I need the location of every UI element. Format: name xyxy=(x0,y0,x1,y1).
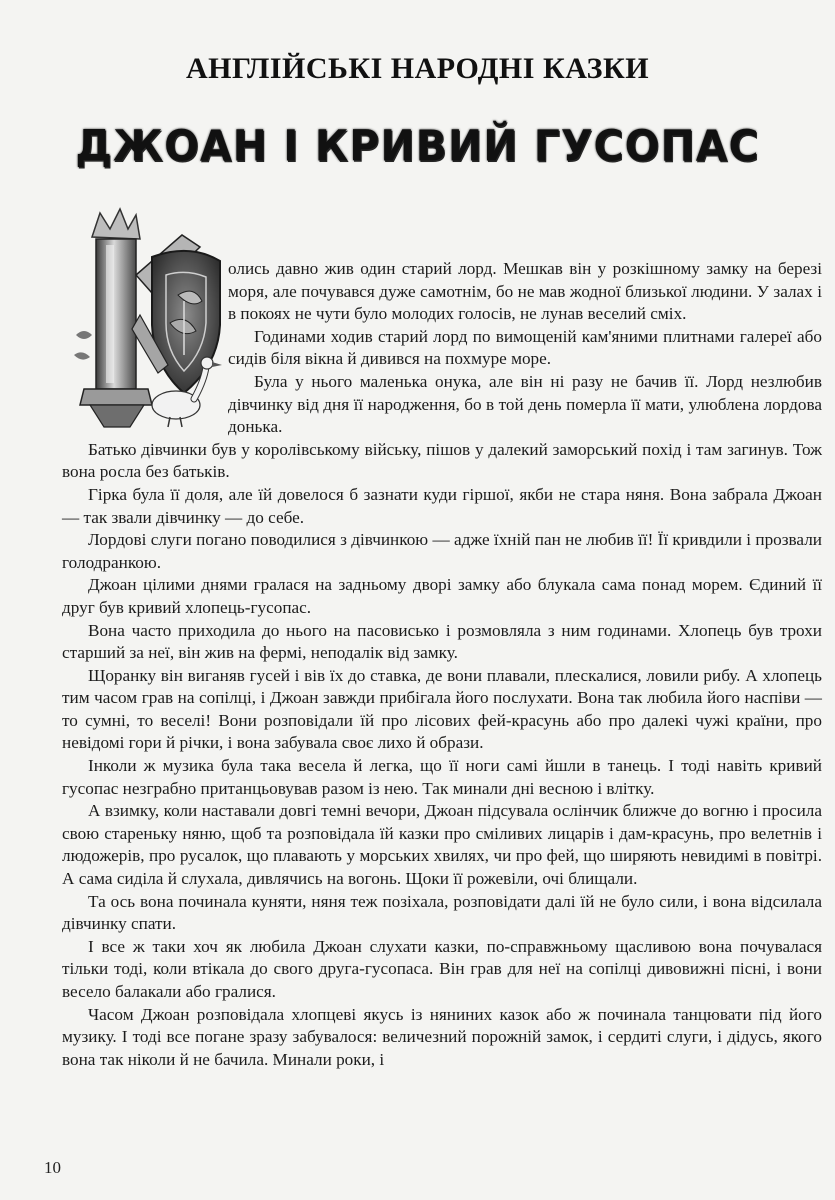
paragraph: олись давно жив один старий лорд. Мешкав він у розкішному замку на березі моря, але почувався дуже самотнім, бо не мав жодної близької людини. У залах і в покоях не чути було молодих голосів, не лунав веселий сміх. xyxy=(228,259,822,324)
paragraph: Годинами ходив старий лорд по вимощеній кам'яними плитнами галереї або сидів біля вікна й дивився на похмуре море. xyxy=(228,326,822,369)
paragraph: Щоранку він виганяв гусей і вів їх до ставка, де вони плавали, плескалися, ловили рибу. А хлопець тим часом грав на сопілці, і Джоан завжди прибігала його послухати. Вона так любила його наспіви — то сумні, то веселі! Вони розповідали їй про лісових фей-красунь або про далекі чужі країни, про невідомі гори й річки, і вона забувала своє лихо й образи. xyxy=(62,665,822,753)
section-title: АНГЛІЙСЬКІ НАРОДНІ КАЗКИ xyxy=(185,52,650,85)
paragraph: Батько дівчинки був у королівському війську, пішов у далекий заморський похід і там загинув. Тож вона росла без батьків. xyxy=(62,439,822,482)
paragraph: Та ось вона починала куняти, няня теж позіхала, розповідати далі їй не було сили, і вона відсилала дівчинку спати. xyxy=(62,891,822,934)
paragraph: Лордові слуги погано поводилися з дівчинкою — адже їхній пан не любив її! Її кривдили і прозвали голодранкою. xyxy=(62,530,822,572)
story-title: ДЖОАН І КРИВИЙ ГУСОПАС xyxy=(75,120,760,172)
paragraph: Інколи ж музика була така весела й легка, що її ноги самі йшли в танець. І тоді навіть кривий гусопас незграбно пританцьовував разом із нею. Так минали дні весною і влітку. xyxy=(62,756,822,798)
paragraph: Джоан цілими днями гралася на задньому дворі замку або блукала сама понад морем. Єдиний її друг був кривий хлопець-гусопас. xyxy=(62,575,822,617)
story-body xyxy=(62,258,822,1071)
paragraph: А взимку, коли наставали довгі темні вечори, Джоан підсувала ослінчик ближче до вогню і просила свою стареньку няню, щоб та розповідала їй казки про сміливих лицарів і дам-красунь, про велетнів і людожерів, про русалок, що плавають у морських хвилях, чи про фей, що ширяють невидимі в повітрі. А сама сиділа й слухала, дивлячись на вогонь. Щоки її рожевіли, очі блищали. xyxy=(62,801,822,889)
page-number: 10 xyxy=(44,1158,61,1177)
paragraph: Часом Джоан розповідала хлопцеві якусь із няниних казок або ж починала танцювати під його музику. І тоді все погане зразу забувалося: величезний порожній замок, і сердиті слуги, і дідусь, якого вона так ніколи й не бачила. Минали роки, і xyxy=(62,1004,822,1069)
paragraph: Була у нього маленька онука, але він ні разу не бачив її. Лорд незлюбив дівчинку від дня її народження, бо в той день померла її мати, улюблена лордова донька. xyxy=(228,371,822,437)
paragraph: І все ж таки хоч як любила Джоан слухати казки, по-справжньому щасливою вона почувалася тільки тоді, коли втікала до свого друга-гусопаса. Він грав для неї на сопілці дивовижні пісні, і вони весело балакали або гралися. xyxy=(62,936,822,1001)
paragraph: Гірка була її доля, але їй довелося б зазнати куди гіршої, якби не стара няня. Вона забрала Джоан — так звали дівчинку — до себе. xyxy=(62,484,822,527)
paragraph: Вона часто приходила до нього на пасовисько і розмовляла з ним годинами. Хлопець був трохи старший за неї, він жив на фермі, неподалік від замку. xyxy=(62,620,822,663)
